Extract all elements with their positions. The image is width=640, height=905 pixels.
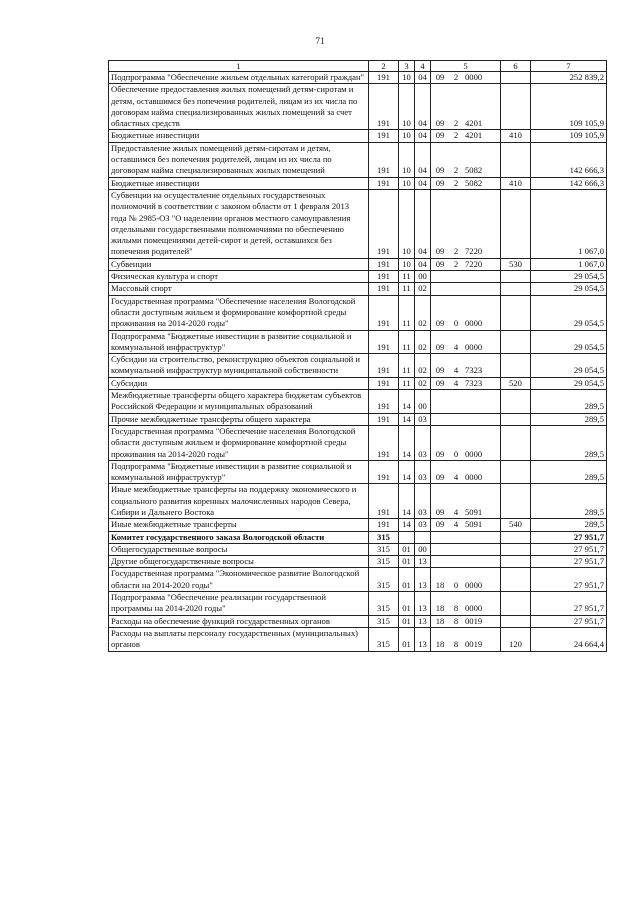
target-article-cell bbox=[431, 354, 501, 378]
row-name-cell: Государственная программа "Экономическое развитие Вологодской области на 2014-2020 годы" bbox=[109, 568, 369, 592]
section-cell: 14 bbox=[399, 413, 415, 425]
subsection-cell: 00 bbox=[415, 543, 431, 555]
subsection-cell: 03 bbox=[415, 460, 431, 484]
amount-cell: 27 951,7 bbox=[531, 615, 607, 627]
row-name-cell: Массовый спорт bbox=[109, 283, 369, 295]
expense-type-cell bbox=[501, 330, 531, 354]
admin-code-cell: 191 bbox=[369, 413, 399, 425]
target-article-cell bbox=[431, 390, 501, 414]
table-row bbox=[109, 72, 607, 84]
section-cell: 01 bbox=[399, 615, 415, 627]
expense-type-cell bbox=[501, 460, 531, 484]
row-name-cell: Бюджетные инвестиции bbox=[109, 177, 369, 189]
row-name-cell: Бюджетные инвестиции bbox=[109, 130, 369, 142]
subsection-cell: 13 bbox=[415, 592, 431, 616]
target-article-part: 7220 bbox=[465, 258, 483, 269]
row-name-cell: Подпрограмма "Обеспечение реализации государственной программы на 2014-2020 годы" bbox=[109, 592, 369, 616]
admin-code-cell: 191 bbox=[369, 258, 399, 270]
row-name-cell: Физическая культура и спорт bbox=[109, 271, 369, 283]
row-name-cell: Подпрограмма "Обеспечение жильем отдельных категорий граждан" bbox=[109, 72, 369, 84]
header-row bbox=[109, 61, 607, 72]
table-row bbox=[109, 189, 607, 258]
header-cell: 7 bbox=[531, 61, 607, 72]
expense-type-cell bbox=[501, 568, 531, 592]
row-name-cell: Субвенции на осуществление отдельных государственных полномочий в соответствии с законом области от 1 февраля 2013 года № 2985-ОЗ "О наделении органов местного самоуправления отдельными государственными полномочиями по обеспечению жилыми помещениями детей-сирот и детей, оставшихся без попечения родителей" bbox=[109, 189, 369, 258]
target-article-part: 0000 bbox=[465, 448, 483, 459]
target-article-cell bbox=[431, 460, 501, 484]
row-name-cell: Другие общегосударственные вопросы bbox=[109, 556, 369, 568]
target-article-cell bbox=[431, 484, 501, 519]
table-row bbox=[109, 295, 607, 330]
target-article-part: 09 bbox=[435, 165, 445, 176]
expense-type-cell bbox=[501, 84, 531, 130]
header-cell: 6 bbox=[501, 61, 531, 72]
row-name-cell: Прочие межбюджетные трансферты общего характера bbox=[109, 413, 369, 425]
subsection-cell: 04 bbox=[415, 130, 431, 142]
subsection-cell: 13 bbox=[415, 615, 431, 627]
table-row bbox=[109, 413, 607, 425]
table-row bbox=[109, 543, 607, 555]
header-cell: 1 bbox=[109, 61, 369, 72]
amount-cell: 289,5 bbox=[531, 519, 607, 531]
expense-type-cell bbox=[501, 556, 531, 568]
expense-type-cell bbox=[501, 592, 531, 616]
expense-type-cell: 410 bbox=[501, 177, 531, 189]
amount-cell: 29 054,5 bbox=[531, 295, 607, 330]
target-article-part: 0000 bbox=[465, 579, 483, 590]
target-article-cell bbox=[431, 556, 501, 568]
target-article-part: 4 bbox=[453, 341, 459, 352]
target-article-part: 4 bbox=[453, 472, 459, 483]
row-name-cell: Обеспечение предоставления жилых помещений детям-сиротам и детям, оставшимся без попечения родителей, лицам из их числа по договорам найма специализированных жилых помещений за счет областных средств bbox=[109, 84, 369, 130]
admin-code-cell: 315 bbox=[369, 531, 399, 543]
admin-code-cell: 191 bbox=[369, 189, 399, 258]
target-article-cell bbox=[431, 531, 501, 543]
target-article-cell bbox=[431, 568, 501, 592]
admin-code-cell: 191 bbox=[369, 72, 399, 84]
section-cell: 11 bbox=[399, 271, 415, 283]
section-cell: 11 bbox=[399, 377, 415, 389]
expense-type-cell bbox=[501, 189, 531, 258]
target-article-part: 4201 bbox=[465, 130, 483, 141]
section-cell: 14 bbox=[399, 460, 415, 484]
subsection-cell bbox=[415, 531, 431, 543]
table-row bbox=[109, 531, 607, 543]
amount-cell: 29 054,5 bbox=[531, 377, 607, 389]
row-name-cell: Межбюджетные трансферты общего характера бюджетам субъектов Российской Федерации и муниципальных образований bbox=[109, 390, 369, 414]
target-article-part: 18 bbox=[435, 615, 445, 626]
admin-code-cell: 191 bbox=[369, 177, 399, 189]
budget-table bbox=[108, 60, 607, 652]
target-article-part: 8 bbox=[453, 639, 459, 650]
target-article-part: 09 bbox=[435, 318, 445, 329]
row-name-cell: Иные межбюджетные трансферты bbox=[109, 519, 369, 531]
target-article-part: 4 bbox=[453, 365, 459, 376]
subsection-cell: 13 bbox=[415, 627, 431, 651]
admin-code-cell: 315 bbox=[369, 543, 399, 555]
row-name-cell: Подпрограмма "Бюджетные инвестиции в развитие социальной и коммунальной инфраструктур" bbox=[109, 330, 369, 354]
subsection-cell: 04 bbox=[415, 189, 431, 258]
section-cell: 01 bbox=[399, 627, 415, 651]
target-article-part: 0000 bbox=[465, 472, 483, 483]
section-cell: 01 bbox=[399, 568, 415, 592]
target-article-part: 0 bbox=[453, 448, 459, 459]
admin-code-cell: 315 bbox=[369, 556, 399, 568]
table-row bbox=[109, 425, 607, 460]
target-article-part: 09 bbox=[435, 130, 445, 141]
target-article-part: 0 bbox=[453, 318, 459, 329]
subsection-cell: 00 bbox=[415, 271, 431, 283]
row-name-cell: Субвенции bbox=[109, 258, 369, 270]
admin-code-cell: 191 bbox=[369, 484, 399, 519]
section-cell: 14 bbox=[399, 484, 415, 519]
section-cell: 01 bbox=[399, 592, 415, 616]
section-cell: 01 bbox=[399, 543, 415, 555]
subsection-cell: 03 bbox=[415, 519, 431, 531]
expense-type-cell bbox=[501, 413, 531, 425]
section-cell: 11 bbox=[399, 295, 415, 330]
amount-cell: 29 054,5 bbox=[531, 330, 607, 354]
target-article-part: 18 bbox=[435, 603, 445, 614]
section-cell: 11 bbox=[399, 330, 415, 354]
subsection-cell: 00 bbox=[415, 390, 431, 414]
table-row bbox=[109, 330, 607, 354]
target-article-part: 5091 bbox=[465, 519, 483, 530]
target-article-part: 09 bbox=[435, 377, 445, 388]
target-article-cell bbox=[431, 130, 501, 142]
row-name-cell: Иные межбюджетные трансферты на поддержку экономического и социального развития коренных малочисленных народов Севера, Сибири и Дальнего Востока bbox=[109, 484, 369, 519]
row-name-cell: Общегосударственные вопросы bbox=[109, 543, 369, 555]
target-article-part: 18 bbox=[435, 579, 445, 590]
subsection-cell: 04 bbox=[415, 142, 431, 177]
admin-code-cell: 191 bbox=[369, 377, 399, 389]
target-article-cell bbox=[431, 543, 501, 555]
target-article-part: 0000 bbox=[465, 341, 483, 352]
amount-cell: 29 054,5 bbox=[531, 271, 607, 283]
table-row bbox=[109, 377, 607, 389]
section-cell bbox=[399, 531, 415, 543]
expense-type-cell bbox=[501, 354, 531, 378]
amount-cell: 27 951,7 bbox=[531, 592, 607, 616]
row-name-cell: Предоставление жилых помещений детям-сиротам и детям, оставшимся без попечения родителей, лицам из их числа по договорам найма специализированных жилых помещений bbox=[109, 142, 369, 177]
page-number: 71 bbox=[315, 36, 325, 46]
amount-cell: 29 054,5 bbox=[531, 283, 607, 295]
row-name-cell: Расходы на обеспечение функций государственных органов bbox=[109, 615, 369, 627]
expense-type-cell bbox=[501, 283, 531, 295]
expense-type-cell bbox=[501, 543, 531, 555]
amount-cell: 142 666,3 bbox=[531, 177, 607, 189]
table-row bbox=[109, 484, 607, 519]
admin-code-cell: 315 bbox=[369, 568, 399, 592]
table-row bbox=[109, 130, 607, 142]
subsection-cell: 02 bbox=[415, 330, 431, 354]
row-name-cell: Подпрограмма "Бюджетные инвестиции в развитие социальной и коммунальной инфраструктур" bbox=[109, 460, 369, 484]
amount-cell: 1 067,0 bbox=[531, 189, 607, 258]
admin-code-cell: 191 bbox=[369, 460, 399, 484]
target-article-part: 7323 bbox=[465, 377, 483, 388]
target-article-cell bbox=[431, 142, 501, 177]
header-cell: 2 bbox=[369, 61, 399, 72]
target-article-part: 5082 bbox=[465, 177, 483, 188]
amount-cell: 289,5 bbox=[531, 484, 607, 519]
target-article-part: 2 bbox=[453, 177, 459, 188]
section-cell: 10 bbox=[399, 130, 415, 142]
target-article-part: 2 bbox=[453, 118, 459, 129]
table-row bbox=[109, 354, 607, 378]
target-article-cell bbox=[431, 615, 501, 627]
amount-cell: 24 664,4 bbox=[531, 627, 607, 651]
target-article-cell bbox=[431, 177, 501, 189]
target-article-part: 0 bbox=[453, 579, 459, 590]
subsection-cell: 04 bbox=[415, 84, 431, 130]
admin-code-cell: 191 bbox=[369, 354, 399, 378]
target-article-part: 4201 bbox=[465, 118, 483, 129]
section-cell: 10 bbox=[399, 189, 415, 258]
admin-code-cell: 191 bbox=[369, 130, 399, 142]
target-article-part: 0019 bbox=[465, 639, 483, 650]
admin-code-cell: 191 bbox=[369, 390, 399, 414]
subsection-cell: 04 bbox=[415, 72, 431, 84]
target-article-cell bbox=[431, 425, 501, 460]
target-article-part: 09 bbox=[435, 177, 445, 188]
admin-code-cell: 191 bbox=[369, 283, 399, 295]
target-article-part: 4 bbox=[453, 519, 459, 530]
table-row bbox=[109, 142, 607, 177]
target-article-part: 2 bbox=[453, 165, 459, 176]
target-article-cell bbox=[431, 72, 501, 84]
target-article-part: 2 bbox=[453, 246, 459, 257]
target-article-part: 0019 bbox=[465, 615, 483, 626]
admin-code-cell: 191 bbox=[369, 425, 399, 460]
target-article-cell bbox=[431, 377, 501, 389]
row-name-cell: Расходы на выплаты персоналу государственных (муниципальных) органов bbox=[109, 627, 369, 651]
subsection-cell: 02 bbox=[415, 354, 431, 378]
amount-cell: 27 951,7 bbox=[531, 543, 607, 555]
expense-type-cell bbox=[501, 531, 531, 543]
admin-code-cell: 191 bbox=[369, 330, 399, 354]
section-cell: 10 bbox=[399, 142, 415, 177]
subsection-cell: 03 bbox=[415, 425, 431, 460]
table-row bbox=[109, 592, 607, 616]
row-name-cell: Субсидии на строительство, реконструкцию объектов социальной и коммунальной инфраструктур муниципальной собственности bbox=[109, 354, 369, 378]
subsection-cell: 13 bbox=[415, 568, 431, 592]
target-article-part: 8 bbox=[453, 603, 459, 614]
table-body bbox=[109, 72, 607, 652]
target-article-cell bbox=[431, 413, 501, 425]
section-cell: 10 bbox=[399, 72, 415, 84]
amount-cell: 109 105,9 bbox=[531, 84, 607, 130]
target-article-cell bbox=[431, 627, 501, 651]
section-cell: 14 bbox=[399, 390, 415, 414]
table-row bbox=[109, 283, 607, 295]
header-cell: 4 bbox=[415, 61, 431, 72]
table-row bbox=[109, 390, 607, 414]
expense-type-cell bbox=[501, 425, 531, 460]
target-article-part: 09 bbox=[435, 506, 445, 517]
target-article-part: 2 bbox=[453, 72, 459, 82]
target-article-cell bbox=[431, 84, 501, 130]
amount-cell: 1 067,0 bbox=[531, 258, 607, 270]
target-article-part: 4 bbox=[453, 506, 459, 517]
row-name-cell: Государственная программа "Обеспечение населения Вологодской области доступным жильем и формирование комфортной среды проживания на 2014-2020 годы" bbox=[109, 425, 369, 460]
target-article-part: 2 bbox=[453, 130, 459, 141]
row-name-cell: Субсидии bbox=[109, 377, 369, 389]
table-row bbox=[109, 568, 607, 592]
expense-type-cell bbox=[501, 72, 531, 84]
target-article-part: 09 bbox=[435, 72, 445, 82]
target-article-part: 09 bbox=[435, 472, 445, 483]
table-row bbox=[109, 556, 607, 568]
subsection-cell: 02 bbox=[415, 283, 431, 295]
admin-code-cell: 191 bbox=[369, 519, 399, 531]
admin-code-cell: 191 bbox=[369, 84, 399, 130]
target-article-part: 0000 bbox=[465, 72, 483, 82]
target-article-part: 09 bbox=[435, 365, 445, 376]
row-name-cell: Комитет государственного заказа Вологодской области bbox=[109, 531, 369, 543]
target-article-part: 09 bbox=[435, 118, 445, 129]
header-cell: 5 bbox=[431, 61, 501, 72]
target-article-part: 0000 bbox=[465, 603, 483, 614]
row-name-cell: Государственная программа "Обеспечение населения Вологодской области доступным жильем и формирование комфортной среды проживания на 2014-2020 годы" bbox=[109, 295, 369, 330]
header-cell: 3 bbox=[399, 61, 415, 72]
table-row bbox=[109, 84, 607, 130]
target-article-cell bbox=[431, 592, 501, 616]
amount-cell: 142 666,3 bbox=[531, 142, 607, 177]
amount-cell: 289,5 bbox=[531, 460, 607, 484]
section-cell: 10 bbox=[399, 177, 415, 189]
table-row bbox=[109, 460, 607, 484]
target-article-part: 5082 bbox=[465, 165, 483, 176]
target-article-part: 7220 bbox=[465, 246, 483, 257]
expense-type-cell bbox=[501, 484, 531, 519]
amount-cell: 289,5 bbox=[531, 390, 607, 414]
section-cell: 10 bbox=[399, 258, 415, 270]
target-article-part: 5091 bbox=[465, 506, 483, 517]
table-row bbox=[109, 177, 607, 189]
table-row bbox=[109, 258, 607, 270]
amount-cell: 289,5 bbox=[531, 425, 607, 460]
target-article-part: 18 bbox=[435, 639, 445, 650]
table-row bbox=[109, 519, 607, 531]
section-cell: 14 bbox=[399, 519, 415, 531]
amount-cell: 289,5 bbox=[531, 413, 607, 425]
target-article-part: 09 bbox=[435, 258, 445, 269]
target-article-part: 09 bbox=[435, 246, 445, 257]
expense-type-cell bbox=[501, 390, 531, 414]
section-cell: 11 bbox=[399, 283, 415, 295]
section-cell: 11 bbox=[399, 354, 415, 378]
target-article-cell bbox=[431, 258, 501, 270]
amount-cell: 252 839,2 bbox=[531, 72, 607, 84]
expense-type-cell: 520 bbox=[501, 377, 531, 389]
expense-type-cell: 530 bbox=[501, 258, 531, 270]
section-cell: 10 bbox=[399, 84, 415, 130]
subsection-cell: 03 bbox=[415, 484, 431, 519]
subsection-cell: 03 bbox=[415, 413, 431, 425]
admin-code-cell: 315 bbox=[369, 592, 399, 616]
admin-code-cell: 315 bbox=[369, 627, 399, 651]
expense-type-cell: 120 bbox=[501, 627, 531, 651]
target-article-part: 8 bbox=[453, 615, 459, 626]
expense-type-cell: 410 bbox=[501, 130, 531, 142]
amount-cell: 27 951,7 bbox=[531, 556, 607, 568]
target-article-part: 09 bbox=[435, 341, 445, 352]
target-article-part: 7323 bbox=[465, 365, 483, 376]
expense-type-cell bbox=[501, 142, 531, 177]
section-cell: 14 bbox=[399, 425, 415, 460]
amount-cell: 27 951,7 bbox=[531, 531, 607, 543]
expense-type-cell: 540 bbox=[501, 519, 531, 531]
table-row bbox=[109, 627, 607, 651]
section-cell: 01 bbox=[399, 556, 415, 568]
target-article-cell bbox=[431, 295, 501, 330]
expense-type-cell bbox=[501, 271, 531, 283]
target-article-cell bbox=[431, 189, 501, 258]
target-article-part: 0000 bbox=[465, 318, 483, 329]
target-article-part: 09 bbox=[435, 519, 445, 530]
admin-code-cell: 191 bbox=[369, 295, 399, 330]
admin-code-cell: 315 bbox=[369, 615, 399, 627]
target-article-cell bbox=[431, 283, 501, 295]
subsection-cell: 04 bbox=[415, 177, 431, 189]
target-article-cell bbox=[431, 330, 501, 354]
target-article-cell bbox=[431, 271, 501, 283]
subsection-cell: 02 bbox=[415, 295, 431, 330]
expense-type-cell bbox=[501, 615, 531, 627]
target-article-cell bbox=[431, 519, 501, 531]
table-row bbox=[109, 271, 607, 283]
table-row bbox=[109, 615, 607, 627]
amount-cell: 29 054,5 bbox=[531, 354, 607, 378]
target-article-part: 2 bbox=[453, 258, 459, 269]
target-article-part: 09 bbox=[435, 448, 445, 459]
subsection-cell: 02 bbox=[415, 377, 431, 389]
admin-code-cell: 191 bbox=[369, 271, 399, 283]
amount-cell: 109 105,9 bbox=[531, 130, 607, 142]
subsection-cell: 04 bbox=[415, 258, 431, 270]
amount-cell: 27 951,7 bbox=[531, 568, 607, 592]
target-article-part: 4 bbox=[453, 377, 459, 388]
admin-code-cell: 191 bbox=[369, 142, 399, 177]
expense-type-cell bbox=[501, 295, 531, 330]
subsection-cell: 13 bbox=[415, 556, 431, 568]
